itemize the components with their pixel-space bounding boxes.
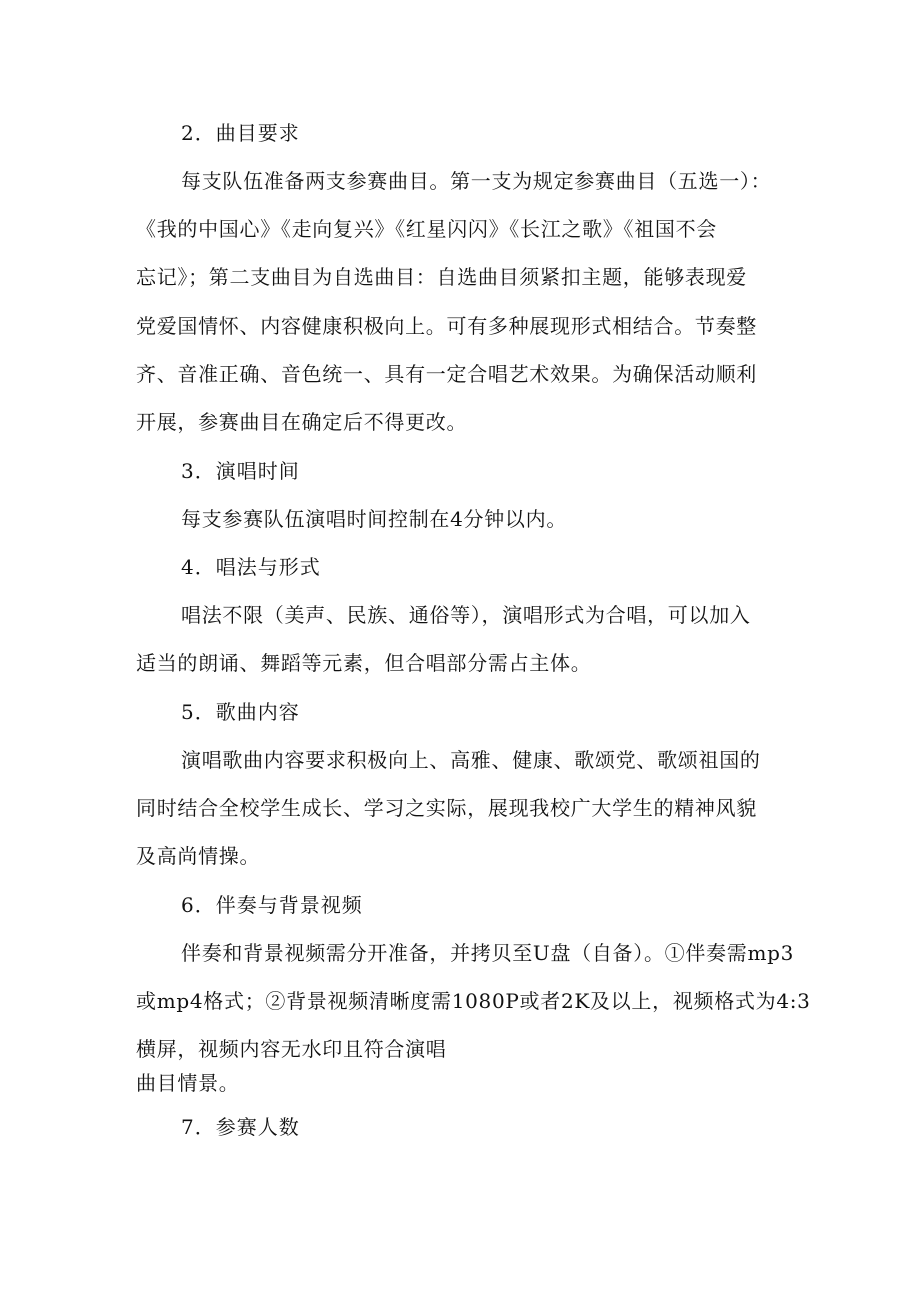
paragraph-line: 同时结合全校学生成长、学习之实际，展现我校广大学生的精神风貌 [136,796,757,820]
paragraph-line: 开展，参赛曲目在确定后不得更改。 [136,410,468,434]
paragraph-line: 或mp4格式；②背景视频清晰度需1080P或者2K及以上，视频格式为4:3 [136,989,811,1013]
section-heading-3: 3．演唱时间 [181,459,300,483]
paragraph-line: 伴奏和背景视频需分开准备，并拷贝至U盘（自备）。①伴奏需mp3 [181,941,795,965]
paragraph-line: 齐、音准正确、音色统一、具有一定合唱艺术效果。为确保活动顺利 [136,362,757,386]
paragraph-line: 及高尚情操。 [136,844,261,868]
section-heading-2: 2．曲目要求 [181,121,300,145]
section-heading-6: 6．伴奏与背景视频 [181,893,363,917]
section-heading-4: 4．唱法与形式 [181,555,321,579]
paragraph-line: 每支队伍准备两支参赛曲目。第一支为规定参赛曲目（五选一）： [181,169,772,193]
paragraph-line: 横屏，视频内容无水印且符合演唱 [136,1037,447,1061]
paragraph-line: 唱法不限（美声、民族、通俗等），演唱形式为合唱，可以加入 [181,603,751,627]
section-heading-7: 7．参赛人数 [181,1115,300,1139]
paragraph-line: 忘记》；第二支曲目为自选曲目：自选曲目须紧扣主题，能够表现爱 [136,265,747,289]
paragraph-line: 曲目情景。 [136,1071,240,1095]
paragraph-line: 演唱歌曲内容要求积极向上、高雅、健康、歌颂党、歌颂祖国的 [181,748,761,772]
section-heading-5: 5．歌曲内容 [181,700,300,724]
paragraph-line: 《我的中国心》《走向复兴》《红星闪闪》《长江之歌》《祖国不会 [136,217,717,241]
paragraph-line: 适当的朗诵、舞蹈等元素，但合唱部分需占主体。 [136,651,592,675]
paragraph-line: 党爱国情怀、内容健康积极向上。可有多种展现形式相结合。节奏整 [136,314,757,338]
paragraph-line: 每支参赛队伍演唱时间控制在4分钟以内。 [181,507,568,531]
